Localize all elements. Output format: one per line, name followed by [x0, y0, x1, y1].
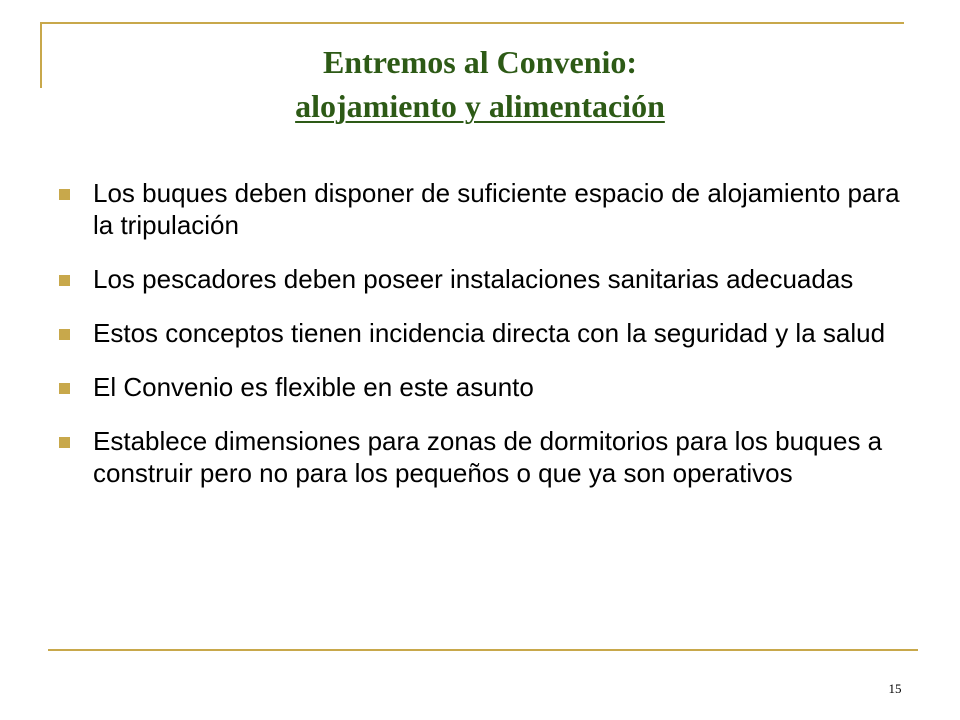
title-line-1: Entremos al Convenio:	[322, 44, 638, 80]
bottom-frame-line	[48, 649, 918, 651]
bullet-list	[58, 177, 908, 511]
bullet-item	[58, 177, 908, 241]
square-bullet-icon	[59, 383, 70, 394]
title-line-2: alojamiento y alimentación	[295, 88, 665, 124]
bullet-text: El Convenio es flexible en este asunto	[93, 372, 534, 402]
square-bullet-icon	[59, 437, 70, 448]
bullet-text: Establece dimensiones para zonas de dormitorios para los buques a construir pero no para los pequeños o que ya son operativos	[93, 426, 883, 488]
bullet-text: Los pescadores deben poseer instalaciones sanitarias adecuadas	[93, 264, 854, 294]
bullet-item	[58, 371, 908, 403]
slide-title	[0, 40, 960, 128]
bullet-item	[58, 425, 908, 489]
top-frame-line	[40, 22, 904, 24]
square-bullet-icon	[59, 189, 70, 200]
bullet-text: Los buques deben disponer de suficiente espacio de alojamiento para la tripulación	[93, 178, 900, 240]
bullet-text: Estos conceptos tienen incidencia directa con la seguridad y la salud	[93, 318, 886, 348]
square-bullet-icon	[59, 329, 70, 340]
square-bullet-icon	[59, 275, 70, 286]
page-number: 15	[888, 681, 902, 696]
bullet-item	[58, 317, 908, 349]
bullet-item	[58, 263, 908, 295]
